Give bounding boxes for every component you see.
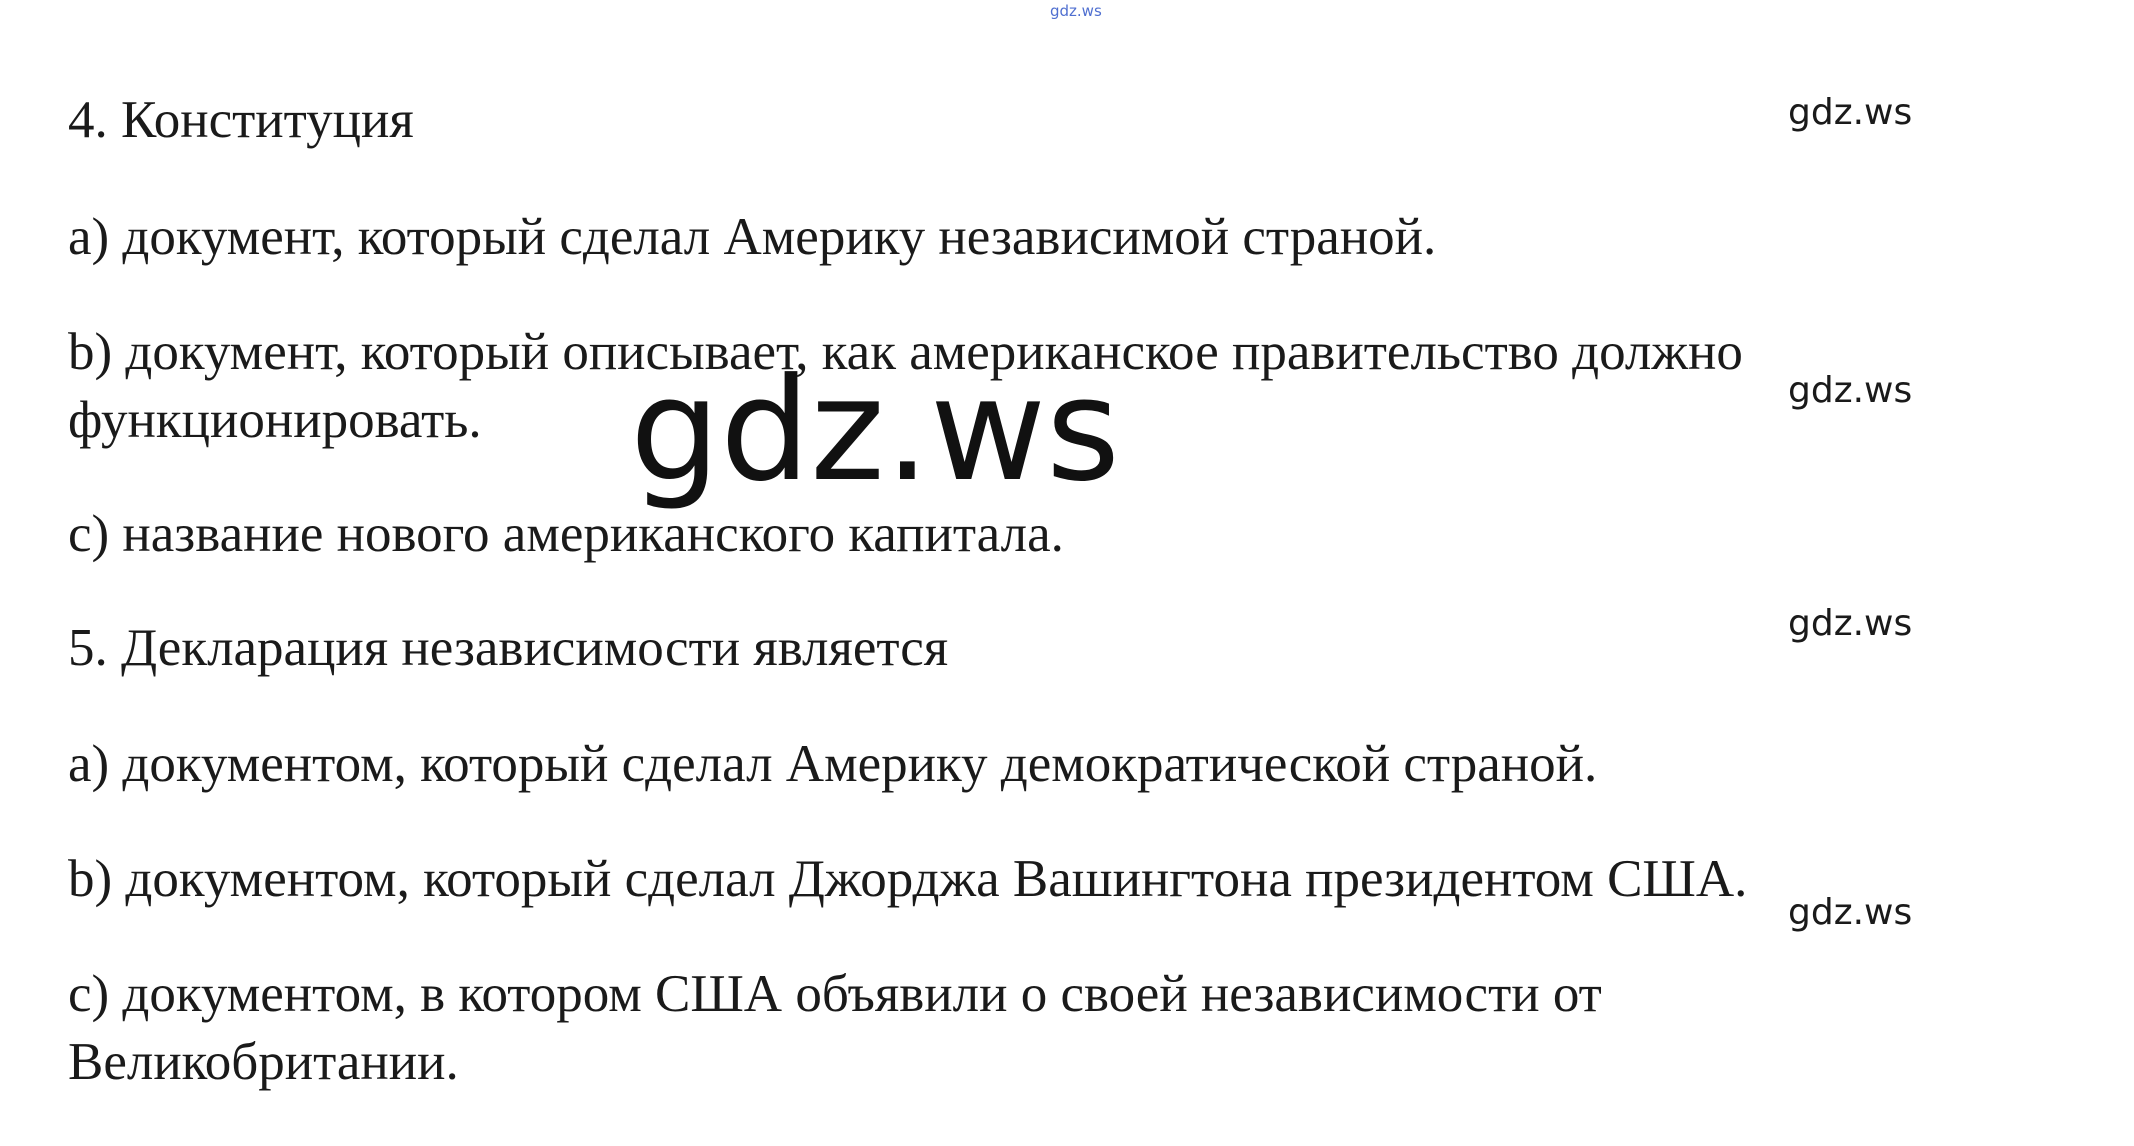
- watermark-side-2: gdz.ws: [1788, 370, 1913, 411]
- watermark-side-1: gdz.ws: [1788, 92, 1913, 133]
- question-4-option-a: a) документ, который сделал Америку независимой страной.: [68, 208, 1437, 266]
- question-5-option-c-line-2: Великобритании.: [68, 1033, 459, 1091]
- question-4-option-b-line-2: функционировать.: [68, 391, 482, 449]
- question-5-title: 5. Декларация независимости является: [68, 619, 949, 677]
- watermark-large: gdz.ws: [630, 348, 1121, 513]
- watermark-side-4: gdz.ws: [1788, 892, 1913, 933]
- question-4-option-b-line-1: b) документ, который описывает, как американское правительство должно: [68, 323, 1743, 381]
- watermark-side-3: gdz.ws: [1788, 603, 1913, 644]
- question-5-option-a: a) документом, который сделал Америку демократической страной.: [68, 735, 1598, 793]
- question-4-title: 4. Конституция: [68, 91, 414, 149]
- question-4-option-c: c) название нового американского капитала.: [68, 505, 1064, 563]
- question-5-option-c-line-1: c) документом, в котором США объявили о своей независимости от: [68, 965, 1602, 1023]
- question-5-option-b: b) документом, который сделал Джорджа Вашингтона президентом США.: [68, 850, 1748, 908]
- watermark-top: gdz.ws: [1050, 2, 1102, 20]
